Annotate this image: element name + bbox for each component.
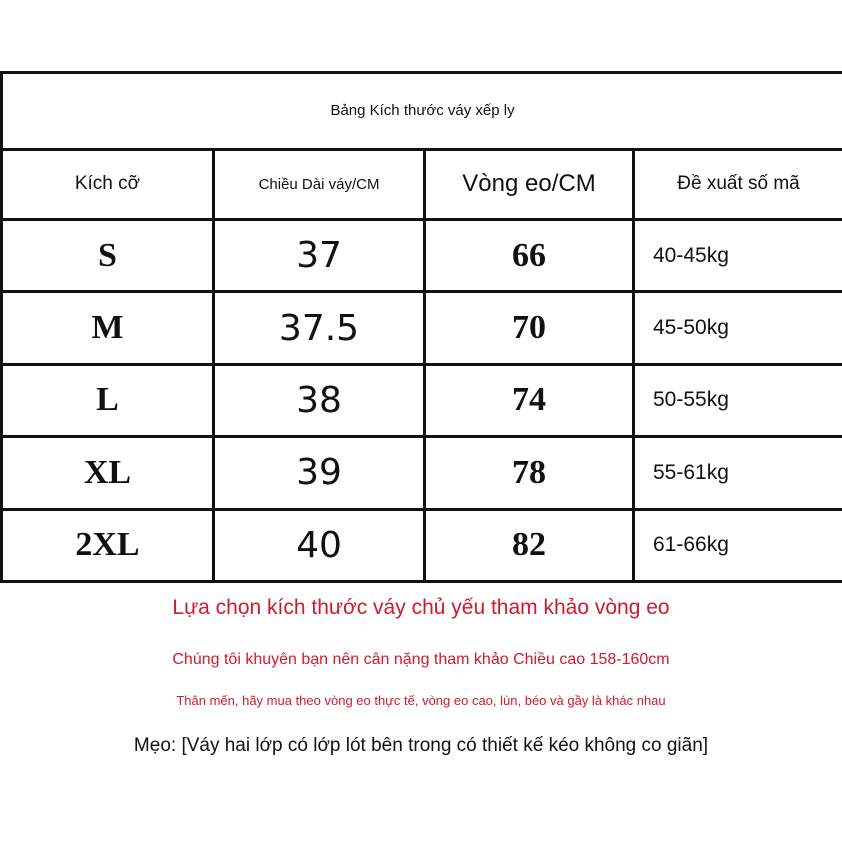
- size-cell: 2XL: [2, 509, 214, 581]
- length-cell: 39: [214, 437, 425, 509]
- size-cell: S: [2, 219, 214, 291]
- buying-advice-note: Thân mến, hãy mua theo vòng eo thực tế, vòng eo cao, lùn, béo và gầy là khác nhau: [176, 693, 666, 708]
- length-cell: 40: [214, 509, 425, 581]
- waist-cell: 70: [425, 292, 634, 364]
- size-cell: M: [2, 292, 214, 364]
- header-weight: Đề xuất số mã: [634, 149, 842, 219]
- size-chart-table: [0, 71, 842, 583]
- height-recommendation-note: Chúng tôi khuyên bạn nên cân nặng tham khảo Chiều cao 158-160cm: [172, 651, 670, 668]
- header-size: Kích cỡ: [2, 149, 214, 219]
- length-cell: 38: [214, 364, 425, 436]
- table-row: [2, 364, 842, 436]
- size-cell: XL: [2, 437, 214, 509]
- waist-cell: 66: [425, 219, 634, 291]
- header-waist: Vòng eo/CM: [425, 149, 634, 219]
- table-title-row: [2, 73, 842, 150]
- weight-cell: 55-61kg: [634, 437, 842, 509]
- length-cell: 37: [214, 219, 425, 291]
- header-length: Chiều Dài váy/CM: [214, 149, 425, 219]
- waist-cell: 82: [425, 509, 634, 581]
- weight-cell: 40-45kg: [634, 219, 842, 291]
- table-header-row: [2, 149, 842, 219]
- weight-cell: 61-66kg: [634, 509, 842, 581]
- table-row: [2, 509, 842, 581]
- size-cell: L: [2, 364, 214, 436]
- table-row: [2, 292, 842, 364]
- waist-cell: 74: [425, 364, 634, 436]
- table-row: [2, 437, 842, 509]
- lining-tip-note: Mẹo: [Váy hai lớp có lớp lót bên trong có thiết kế kéo không co giãn]: [133, 735, 709, 756]
- weight-cell: 45-50kg: [634, 292, 842, 364]
- table-row: [2, 219, 842, 291]
- waist-cell: 78: [425, 437, 634, 509]
- waist-guidance-note: Lựa chọn kích thước váy chủ yếu tham khảo vòng eo: [172, 596, 670, 619]
- length-cell: 37.5: [214, 292, 425, 364]
- weight-cell: 50-55kg: [634, 364, 842, 436]
- table-title: Bảng Kích thước váy xếp ly: [2, 73, 842, 150]
